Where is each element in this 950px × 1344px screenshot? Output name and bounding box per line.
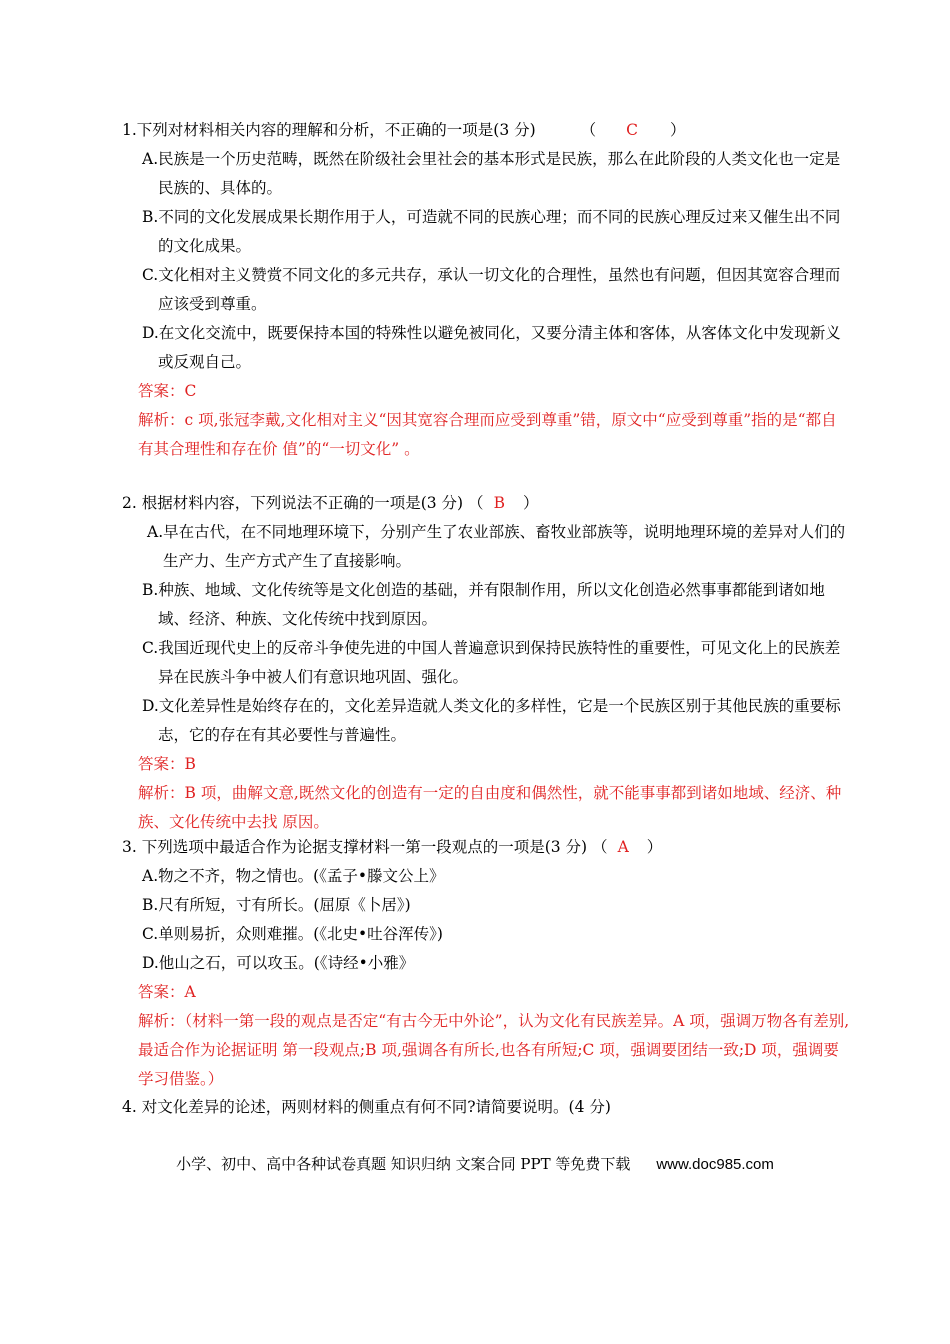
- question-3-blank-answer: A: [617, 838, 629, 856]
- question-1-option-d: D.在文化交流中，既要保持本国的特殊性以避免被同化，又要分清主体和客体，从客体文化中发现新义或反观自己。: [142, 324, 841, 371]
- question-4: [122, 1093, 852, 1122]
- question-3-text: 3. 下列选项中最适合作为论据支撑材料一第一段观点的一项是(3 分): [122, 838, 588, 856]
- question-3-option-c: C.单则易折，众则难摧。(《北史•吐谷浑传》): [142, 925, 443, 943]
- question-3-option-b: B.尺有所短，寸有所长。(屈原《卜居》): [142, 896, 411, 914]
- question-1-option-a: A.民族是一个历史范畴，既然在阶级社会里社会的基本形式是民族，那么在此阶段的人类文化也一定是民族的、具体的。: [142, 150, 841, 197]
- question-2-option-b: B.种族、地域、文化传统等是文化创造的基础，并有限制作用，所以文化创造必然事事都能到诸如地域、经济、种族、文化传统中找到原因。: [142, 581, 825, 628]
- question-2-answer-blank: （ B ）: [468, 494, 539, 512]
- question-1-answer-blank: （ C ）: [580, 121, 686, 139]
- question-2-option-d: D.文化差异性是始终存在的，文化差异造就人类文化的多样性，它是一个民族区别于其他民族的重要标志，它的存在有其必要性与普遍性。: [142, 697, 841, 744]
- footer-url[interactable]: www.doc985.com: [656, 1156, 774, 1173]
- question-3-answer-blank: （ A ）: [592, 838, 663, 856]
- question-1-analysis: 解析：c 项,张冠李戴,文化相对主义“因其宽容合理而应受到尊重”错，原文中“应受到尊重”指的是“都自有其合理性和存在价 值”的“一切文化” 。: [138, 411, 837, 458]
- question-1-text: 1.下列对材料相关内容的理解和分析，不正确的一项是(3 分): [122, 121, 536, 139]
- page-footer: [0, 1152, 950, 1177]
- question-3-option-a: A.物之不齐，物之情也。(《孟子•滕文公上》: [142, 867, 445, 885]
- question-2-option-a: A.早在古代，在不同地理环境下，分别产生了农业部族、畜牧业部族等，说明地理环境的差异对人们的生产力、生产方式产生了直接影响。: [147, 523, 846, 570]
- question-2-answer: 答案：B: [138, 755, 196, 773]
- footer-text: 小学、初中、高中各种试卷真题 知识归纳 文案合同 PPT 等免费下载: [176, 1155, 631, 1173]
- question-3-answer: 答案：A: [138, 983, 196, 1001]
- question-1-option-c: C.文化相对主义赞赏不同文化的多元共存，承认一切文化的合理性，虽然也有问题，但因其宽容合理而应该受到尊重。: [142, 266, 841, 313]
- question-2-blank-answer: B: [493, 494, 505, 512]
- question-3-analysis: 解析：（材料一第一段的观点是否定“有古今无中外论”，认为文化有民族差异。A 项，强调万物各有差别,最适合作为论据证明 第一段观点;B 项,强调各有所长,也各有所短;C 项，强调要团结一致;D 项，强调要学习借鉴。）: [138, 1012, 850, 1088]
- question-3-option-d: D.他山之石，可以攻玉。(《诗经•小雅》: [142, 954, 415, 972]
- question-4-stem: 4. 对文化差异的论述，两则材料的侧重点有何不同?请简要说明。(4 分): [122, 1098, 611, 1116]
- question-2-option-c: C.我国近现代史上的反帝斗争使先进的中国人普遍意识到保持民族特性的重要性，可见文化上的民族差异在民族斗争中被人们有意识地巩固、强化。: [142, 639, 841, 686]
- question-2: [122, 489, 852, 837]
- question-2-stem: [122, 489, 852, 518]
- question-2-text: 2. 根据材料内容，下列说法不正确的一项是(3 分): [122, 494, 464, 512]
- question-3: [122, 833, 852, 1094]
- question-1: [122, 116, 852, 464]
- question-2-analysis: 解析：B 项，曲解文意,既然文化的创造有一定的自由度和偶然性，就不能事事都到诸如地域、经济、种族、文化传统中去找 原因。: [138, 784, 842, 831]
- question-1-option-b: B.不同的文化发展成果长期作用于人，可造就不同的民族心理；而不同的民族心理反过来又催生出不同的文化成果。: [142, 208, 841, 255]
- question-1-blank-answer: C: [626, 121, 639, 139]
- question-3-stem: [122, 833, 852, 862]
- question-1-stem: [122, 116, 852, 145]
- question-1-answer: 答案：C: [138, 382, 197, 400]
